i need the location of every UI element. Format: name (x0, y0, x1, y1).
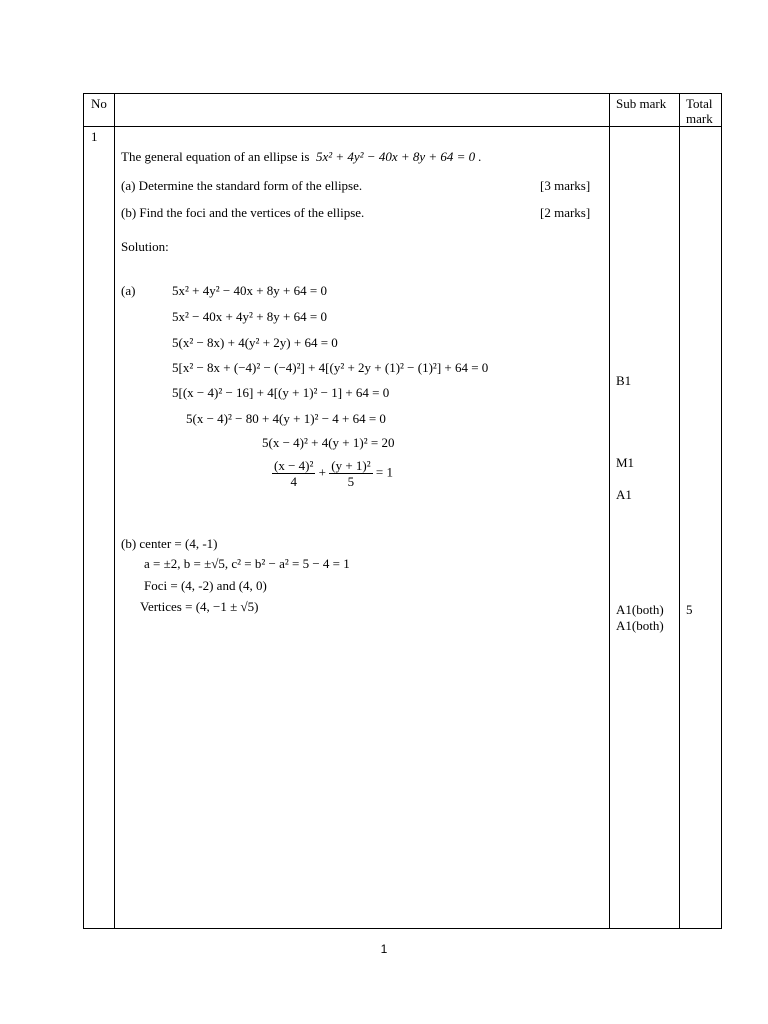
sub-mark: B1 (616, 373, 632, 388)
column-divider-question (609, 94, 610, 928)
standard-form-equation (272, 458, 393, 489)
header-divider (84, 126, 721, 127)
solution-step: 5[(x − 4)² − 16] + 4[(y + 1)² − 1] + 64 = 0 (172, 385, 390, 400)
total-mark: 5 (686, 602, 693, 617)
question-part-a-marks: [3 marks] (540, 178, 591, 193)
equals-one: = 1 (375, 464, 393, 480)
question-part-b-marks: [2 marks] (540, 205, 591, 220)
fraction-y-numerator: (y + 1)² (331, 458, 371, 473)
header-no: No (91, 96, 107, 111)
header-total-mark-line2: mark (686, 111, 713, 126)
header-sub-mark: Sub mark (616, 96, 667, 111)
sub-mark: A1(both) (616, 602, 664, 617)
column-divider-submark (679, 94, 680, 928)
sub-mark: A1 (616, 487, 632, 502)
part-b-axes: a = ±2, b = ±√5, c² = b² − a² = 5 − 4 = 1 (144, 556, 350, 571)
solution-heading: Solution: (121, 239, 169, 254)
question-part-a: (a) Determine the standard form of the ellipse. (121, 178, 363, 193)
solution-part-a-label: (a) (121, 283, 136, 298)
question-intro (121, 149, 482, 164)
question-number: 1 (91, 129, 98, 144)
fraction-x-denominator: 4 (290, 474, 297, 489)
solution-step: 5[x² − 8x + (−4)² − (−4)²] + 4[(y² + 2y + (1)² − (1)²] + 64 = 0 (172, 360, 489, 375)
sub-mark: M1 (616, 455, 635, 470)
solution-step: 5(x − 4)² − 80 + 4(y + 1)² − 4 + 64 = 0 (186, 411, 386, 426)
solution-step: 5x² + 4y² − 40x + 8y + 64 = 0 (172, 283, 327, 298)
part-b-foci: Foci = (4, -2) and (4, 0) (144, 578, 267, 593)
question-part-b: (b) Find the foci and the vertices of the ellipse. (121, 205, 365, 220)
column-divider-no (114, 94, 115, 928)
solution-step: 5x² − 40x + 4y² + 8y + 64 = 0 (172, 309, 327, 324)
page-number: 1 (380, 942, 388, 956)
marking-scheme-table (83, 93, 722, 929)
plus-sign: + (318, 464, 326, 480)
solution-step: 5(x − 4)² + 4(y + 1)² = 20 (262, 435, 395, 450)
fraction-x-numerator: (x − 4)² (274, 458, 314, 473)
question-equation: 5x² + 4y² − 40x + 8y + 64 = 0 . (315, 149, 482, 164)
sub-mark: A1(both) (616, 618, 664, 633)
fraction-x (272, 458, 315, 489)
solution-step: 5(x² − 8x) + 4(y² + 2y) + 64 = 0 (172, 335, 338, 350)
question-intro-text: The general equation of an ellipse is (121, 149, 310, 164)
header-total-mark-line1: Total (686, 96, 713, 111)
fraction-y-denominator: 5 (347, 474, 355, 489)
fraction-y (329, 458, 372, 489)
part-b-center: (b) center = (4, -1) (121, 536, 218, 551)
part-b-vertices: Vertices = (4, −1 ± √5) (140, 599, 259, 614)
